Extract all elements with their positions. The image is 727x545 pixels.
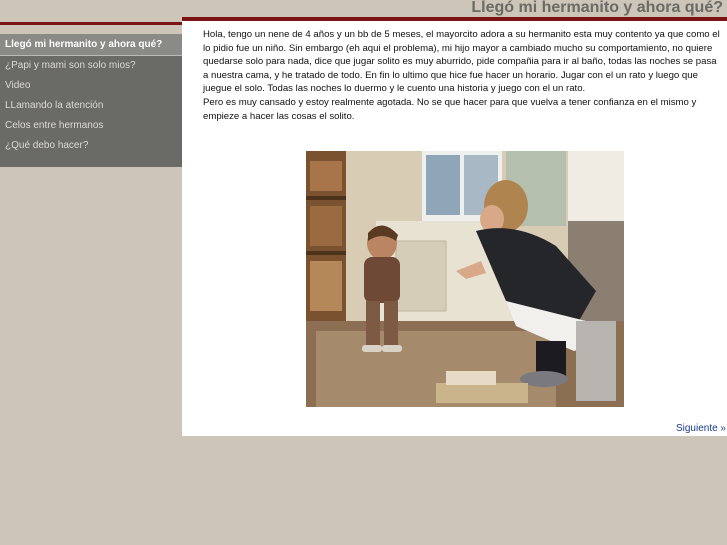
sidebar-nav (0, 34, 182, 167)
mother-child-photo (306, 151, 624, 407)
sidebar-item-llamando-la-atencion[interactable]: LLamando la atención (5, 100, 104, 111)
article-paragraph: Hola, tengo un nene de 4 años y un bb de 5 meses, el mayorcito adora a su hermanito esta muy contento ya que como el lo pidio fue un niño. Sin embargo (eh aqui el problema), mi hijo mayor a cambiado mucho su comportamiento, no quiere quedarse solo para nada, dice que jugar solito es muy aburrido, pide compañia para ir al baño, todas las noches se pasa a nuestra cama, y he tratado de todo. En fin lo ultimo que hice fue hacer un horario. Jugar con el un rato y luego que juegue el solo. Todas las noches lo duermo y le cuento una historia y juego con el un rato. (203, 29, 720, 95)
photo-illustration (306, 151, 624, 407)
sidebar-item-celos-entre-hermanos[interactable]: Celos entre hermanos (5, 120, 104, 131)
article-paragraph: Pero es muy cansado y estoy realmente agotada. No se que hacer para que vuelva a tener confianza en el mismo y empieze a hacer las cosas el solito. (203, 96, 697, 122)
sidebar-item-que-debo-hacer[interactable]: ¿Qué debo hacer? (5, 140, 89, 151)
sidebar-item-llego-mi-hermanito[interactable]: Llegó mi hermanito y ahora qué? (0, 34, 182, 56)
page-title: Llegó mi hermanito y ahora qué? (471, 0, 723, 16)
article-text (203, 28, 721, 123)
sidebar-item-papi-y-mami[interactable]: ¿Papi y mami son solo mios? (5, 60, 136, 71)
sidebar-item-video[interactable]: Video (5, 80, 31, 91)
next-page-link[interactable]: Siguiente » (675, 423, 726, 434)
content-panel (182, 21, 727, 436)
sidebar-divider (0, 22, 182, 25)
